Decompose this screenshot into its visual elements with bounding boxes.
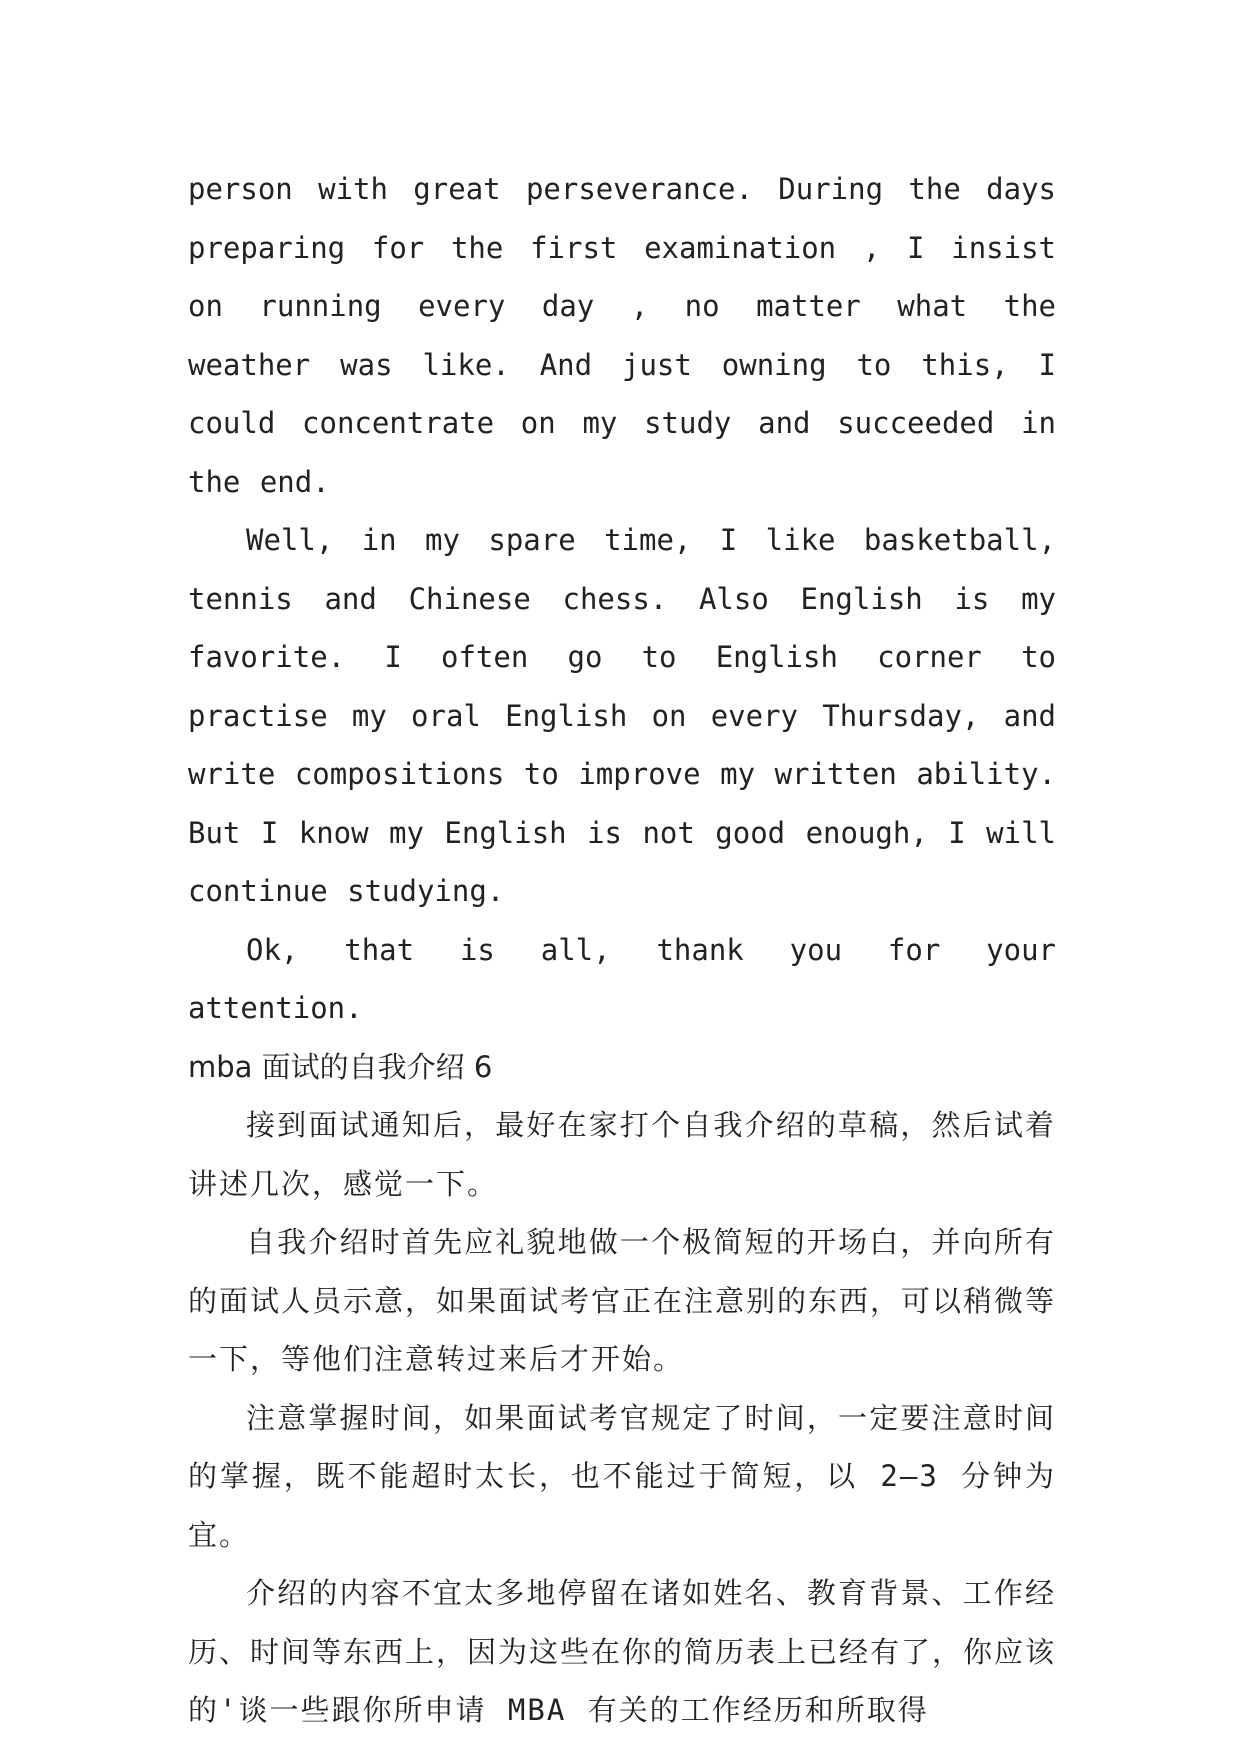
paragraph-perseverance: person with great perseverance. During the days preparing for the first examination , I insist on running every day , no matter what the weather was like. And just owning to this, I could concentrate on my study and succeeded in the end. [188,172,1056,499]
paragraph-closing: Ok, that is all, thank you for your attention. [188,932,1056,1025]
paragraph-hobbies: Well, in my spare time, I like basketball, tennis and Chinese chess. Also English is my favorite. I often go to English corner to practise my oral English on every Thursday, and write compositions to improve my written ability. But I know my English is not good enough, I will continue studying. [188,523,1056,908]
paragraph-opening: 自我介绍时首先应礼貌地做一个极简短的开场白，并向所有的面试人员示意，如果面试考官正在注意别的东西，可以稍微等一下，等他们注意转过来后才开始。 [188,1225,1057,1376]
paragraph-timing: 注意掌握时间，如果面试考官规定了时间，一定要注意时间的掌握，既不能超时太长，也不能过于简短，以 2—3 分钟为宜。 [188,1400,1056,1552]
paragraph-draft: 接到面试通知后，最好在家打个自我介绍的草稿，然后试着讲述几次，感觉一下。 [188,1108,1056,1201]
document-page [188,160,1056,1740]
section-heading: mba 面试的自我介绍 6 [188,1049,493,1084]
paragraph-content: 介绍的内容不宜太多地停留在诸如姓名、教育背景、工作经历、时间等东西上，因为这些在你的简历表上已经有了，你应该的'谈一些跟你所申请 MBA 有关的工作经历和所取得 [188,1576,1057,1727]
